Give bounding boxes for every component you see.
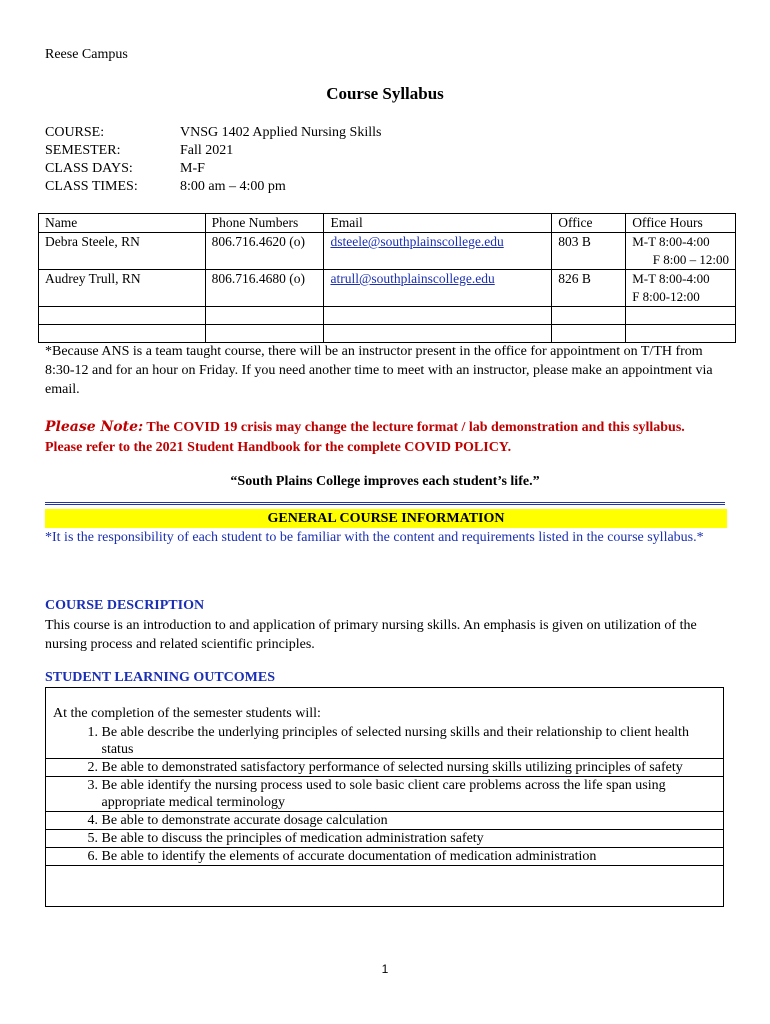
course-info-row <box>45 142 381 160</box>
semester-label: SEMESTER: <box>45 143 121 158</box>
responsibility-note: *It is the responsibility of each student to be familiar with the content and requirements listed in the course syllabus.* <box>45 530 704 545</box>
section-divider <box>45 502 725 505</box>
list-item <box>45 848 724 866</box>
item-text: Be able to discuss the principles of medication administration safety <box>101 831 484 846</box>
instructor-hours <box>626 270 736 307</box>
table-row <box>39 233 736 270</box>
list-item <box>45 759 724 777</box>
column-header-name: Name <box>39 214 206 233</box>
instructor-email-link[interactable]: atrull@southplainscollege.edu <box>330 271 495 286</box>
empty-cell <box>205 307 324 325</box>
list-item <box>45 812 724 830</box>
item-number: 6. <box>87 849 98 864</box>
college-motto: “South Plains College improves each student’s life.” <box>230 474 540 489</box>
course-info <box>45 124 381 196</box>
list-item <box>45 724 724 759</box>
table-row <box>39 270 736 307</box>
class-times-value: 8:00 am – 4:00 pm <box>180 179 286 194</box>
empty-cell <box>324 307 552 325</box>
item-text: Be able identify the nursing process used to sole basic client care problems across the life span using appropriate medical terminology <box>101 778 666 810</box>
course-label: COURSE: <box>45 125 105 140</box>
class-times-label: CLASS TIMES: <box>45 179 138 194</box>
course-value: VNSG 1402 Applied Nursing Skills <box>180 125 382 140</box>
item-text: Be able describe the underlying principles of selected nursing skills and their relationship to client health status <box>101 725 689 757</box>
column-header-office: Office <box>552 214 626 233</box>
hours-line: M-T 8:00-4:00 <box>632 234 710 249</box>
covid-notice <box>45 417 735 458</box>
empty-table-row <box>39 325 736 343</box>
instructor-office: 826 B <box>552 270 626 307</box>
empty-cell <box>552 307 626 325</box>
semester-value: Fall 2021 <box>180 143 234 158</box>
course-info-row <box>45 178 381 196</box>
item-number: 5. <box>87 831 98 846</box>
class-days-label: CLASS DAYS: <box>45 161 133 176</box>
instructor-email-cell <box>324 270 552 307</box>
general-info-heading: GENERAL COURSE INFORMATION <box>45 509 727 528</box>
item-number: 1. <box>87 725 98 740</box>
item-number: 3. <box>87 778 98 793</box>
column-header-office-hours: Office Hours <box>626 214 736 233</box>
instructor-phone: 806.716.4620 (o) <box>205 233 324 270</box>
item-text: Be able to identify the elements of accurate documentation of medication administration <box>101 849 597 864</box>
covid-notice-text: The COVID 19 crisis may change the lecture format / lab demonstration and this syllabus. <box>143 420 685 435</box>
class-days-value: M-F <box>180 161 205 176</box>
list-item <box>45 777 724 812</box>
instructor-email-link[interactable]: dsteele@southplainscollege.edu <box>330 234 504 249</box>
empty-cell <box>39 307 206 325</box>
hours-line: F 8:00 – 12:00 <box>652 252 729 267</box>
course-description-heading: COURSE DESCRIPTION <box>45 598 205 613</box>
learning-outcomes-intro: At the completion of the semester students will: <box>53 706 321 721</box>
empty-cell <box>626 307 736 325</box>
instructor-name: Audrey Trull, RN <box>39 270 206 307</box>
column-header-email: Email <box>324 214 552 233</box>
course-description-text: This course is an introduction to and application of primary nursing skills. An emphasis is given on utilization of the nursing process and related scientific principles. <box>45 618 697 652</box>
item-text: Be able to demonstrated satisfactory performance of selected nursing skills utilizing principles of safety <box>101 760 683 775</box>
empty-cell <box>626 325 736 343</box>
please-note-label: Please Note: <box>45 419 144 435</box>
instructor-name: Debra Steele, RN <box>39 233 206 270</box>
hours-line: F 8:00-12:00 <box>632 289 700 304</box>
list-item <box>45 830 724 848</box>
empty-cell <box>324 325 552 343</box>
item-number: 4. <box>87 813 98 828</box>
page-title: Course Syllabus <box>326 84 444 103</box>
empty-table-row <box>39 307 736 325</box>
course-info-row <box>45 160 381 178</box>
column-header-phone: Phone Numbers <box>205 214 324 233</box>
office-hours-note: *Because ANS is a team taught course, there will be an instructor present in the office for appointment on T/TH from 8:30-12 and for an hour on Friday. If you need another time to meet with an instructor, please make an appointment via email. <box>45 344 713 397</box>
learning-outcomes-heading: STUDENT LEARNING OUTCOMES <box>45 670 276 685</box>
course-info-row <box>45 124 381 142</box>
campus-label: Reese Campus <box>45 47 128 62</box>
covid-policy-text: Please refer to the 2021 Student Handbook for the complete COVID POLICY. <box>45 440 512 455</box>
empty-cell <box>552 325 626 343</box>
empty-cell <box>39 325 206 343</box>
instructor-hours <box>626 233 736 270</box>
learning-outcomes-list <box>45 724 724 866</box>
hours-line: M-T 8:00-4:00 <box>632 271 710 286</box>
instructor-phone: 806.716.4680 (o) <box>205 270 324 307</box>
instructor-table <box>38 213 736 343</box>
table-header-row <box>39 214 736 233</box>
empty-cell <box>205 325 324 343</box>
instructor-email-cell <box>324 233 552 270</box>
item-number: 2. <box>87 760 98 775</box>
item-text: Be able to demonstrate accurate dosage calculation <box>101 813 388 828</box>
instructor-office: 803 B <box>552 233 626 270</box>
page-number: 1 <box>381 962 389 976</box>
